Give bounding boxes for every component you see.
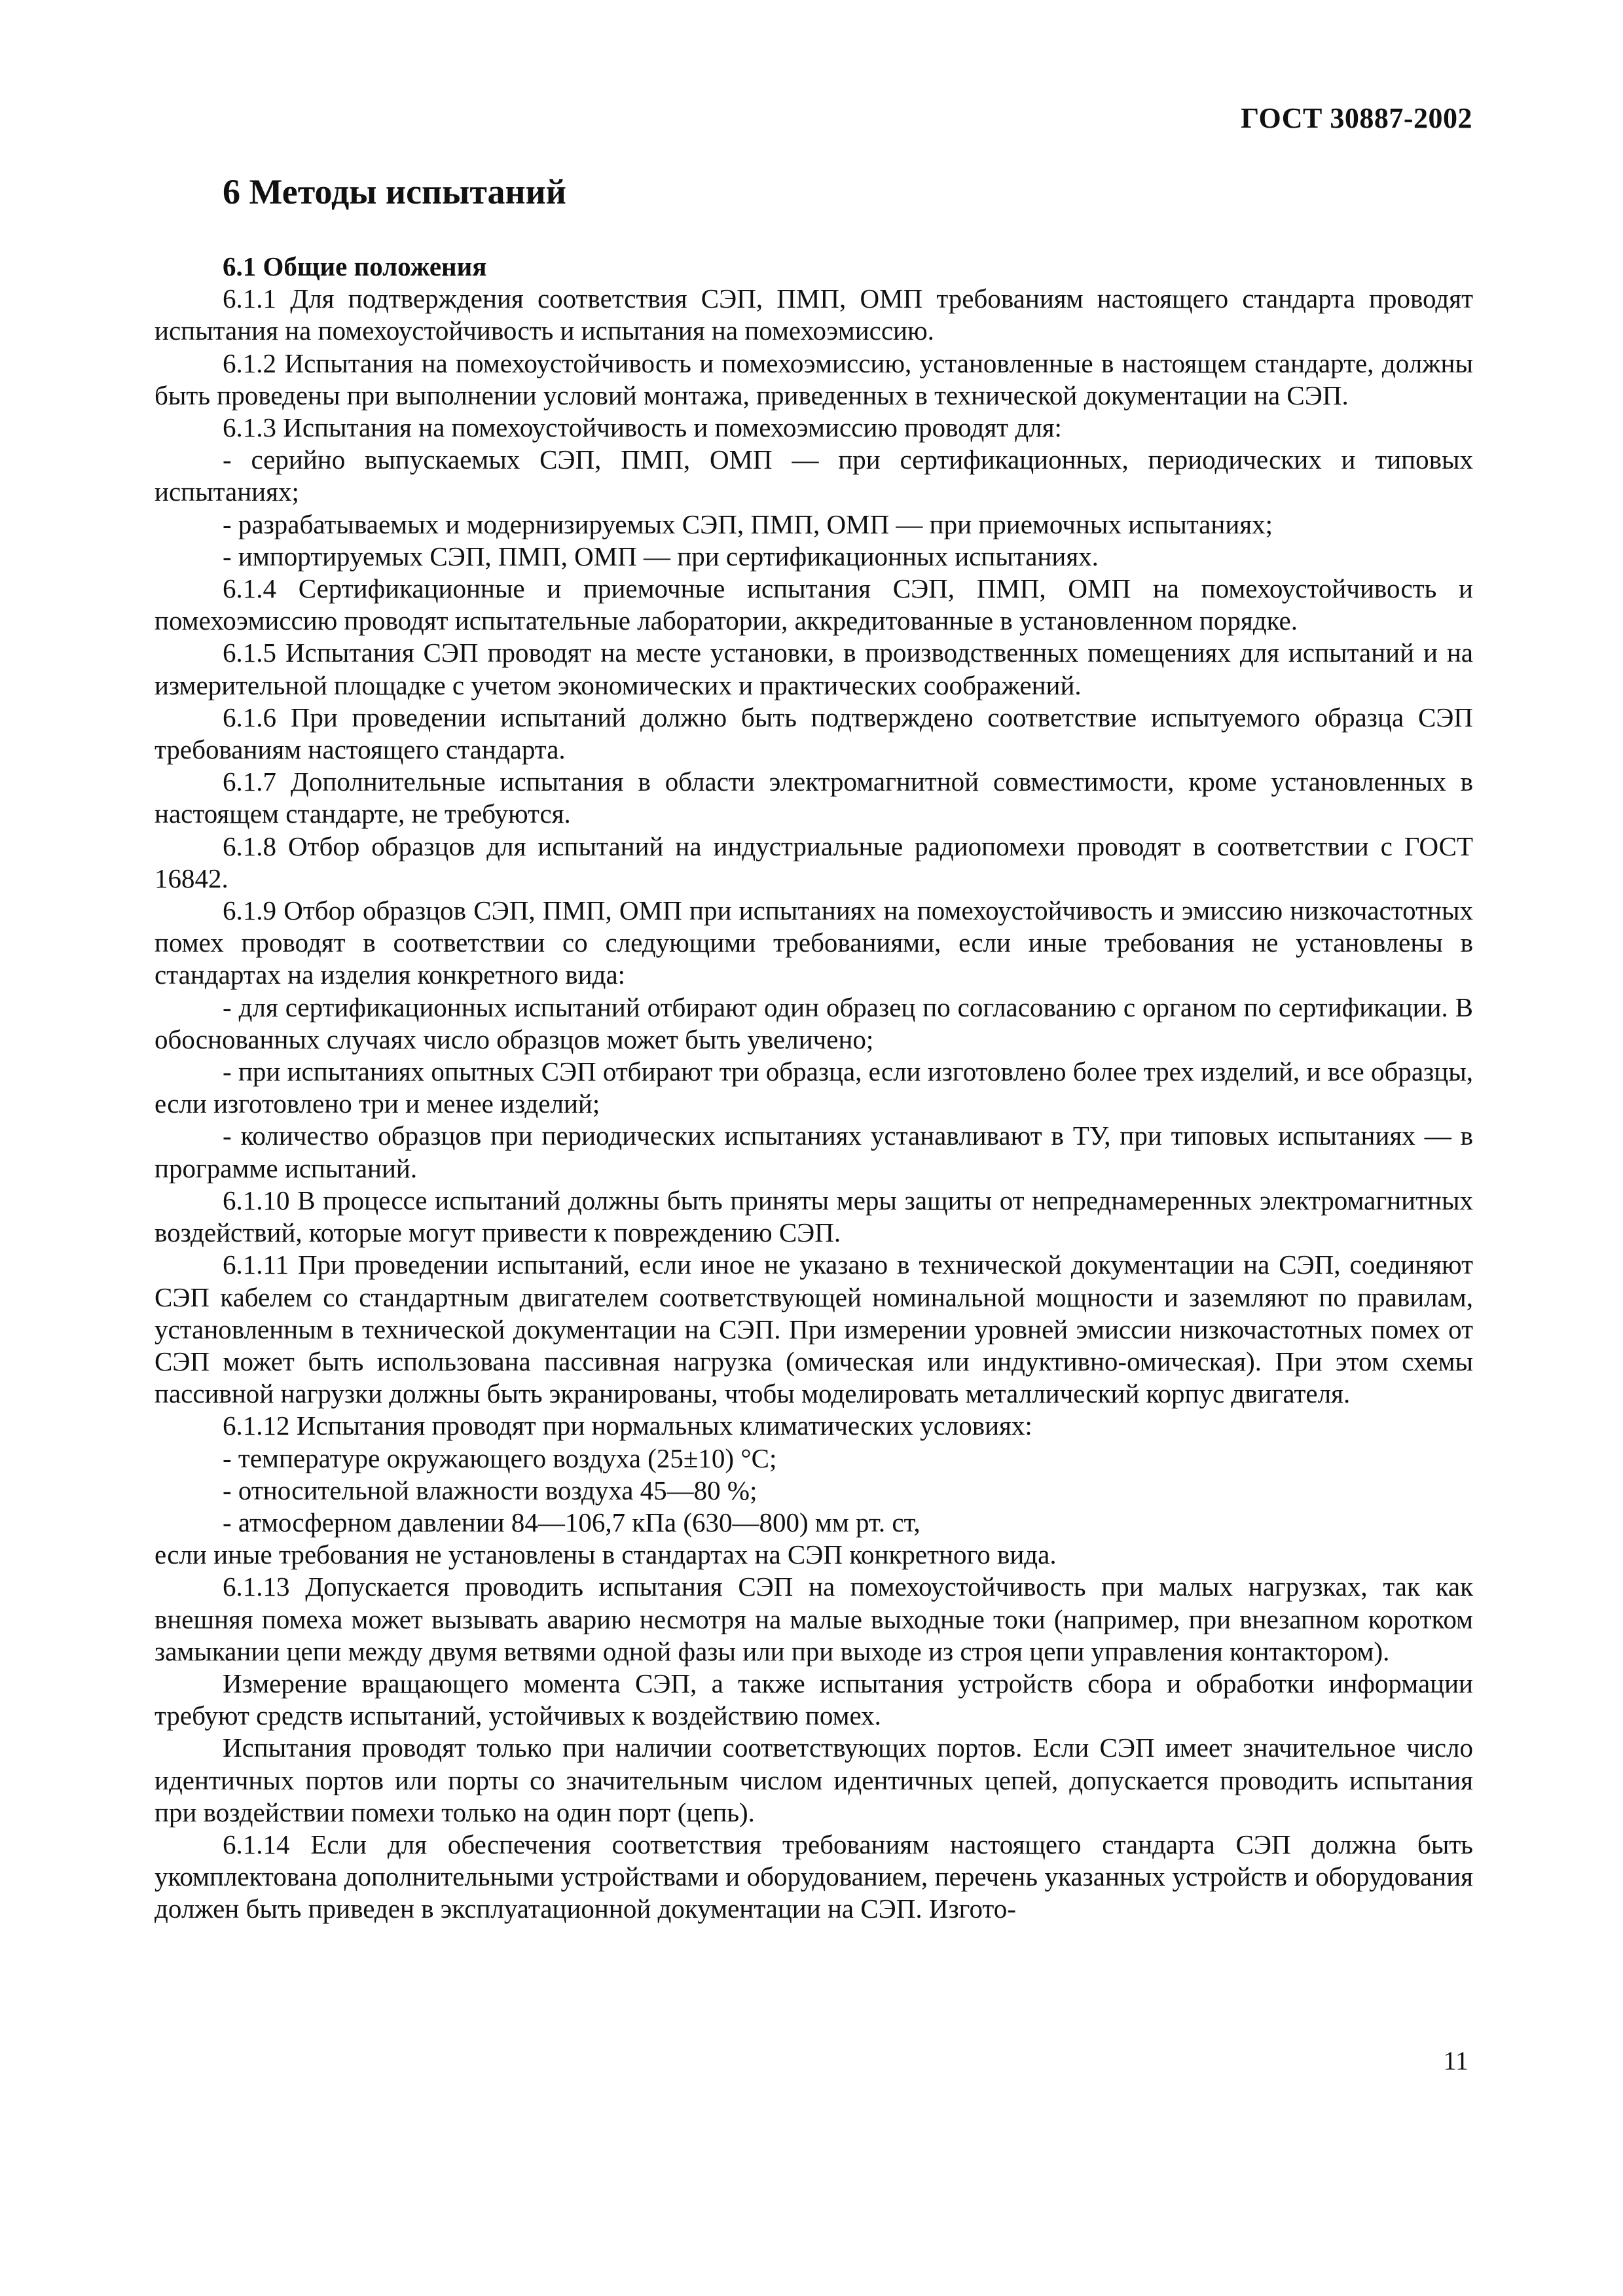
subsection-title: 6.1 Общие положения bbox=[223, 251, 487, 281]
paragraph-6-1-11: 6.1.11 При проведении испытаний, если иное не указано в технической документации на СЭП, соединяют СЭП кабелем со стандартным двигателем соответствующей номинальной мощности и заземляют по правилам, установленным в технической документации на СЭП. При измерении уровней эмиссии низкочастотных помех от СЭП может быть использована пассивная нагрузка (омическая или индуктивно-омическая). При этом схемы пассивной нагрузки должны быть экранированы, чтобы моделировать металлический корпус двигателя. bbox=[155, 1249, 1473, 1409]
paragraph-6-1-7: 6.1.7 Дополнительные испытания в области электромагнитной совместимости, кроме установленных в настоящем стандарте, не требуются. bbox=[155, 766, 1473, 829]
list-item: - количество образцов при периодических испытаниях устанавливают в ТУ, при типовых испытаниях — в программе испытаний. bbox=[155, 1121, 1473, 1183]
paragraph: Измерение вращающего момента СЭП, а также испытания устройств сбора и обработки информации требуют средств испытаний, устойчивых к воздействию помех. bbox=[155, 1668, 1473, 1731]
paragraph-6-1-6: 6.1.6 При проведении испытаний должно быть подтверждено соответствие испытуемого образца СЭП требованиям настоящего стандарта. bbox=[155, 702, 1473, 765]
paragraph-continuation: если иные требования не установлены в стандартах на СЭП конкретного вида. bbox=[155, 1539, 1057, 1570]
paragraph-6-1-13: 6.1.13 Допускается проводить испытания СЭП на помехоустойчивость при малых нагрузках, так как внешняя помеха может вызывать аварию несмотря на малые выходные токи (например, при внезапном коротком замыкании цепи между двумя ветвями одной фазы или при выходе из строя цепи управления контактором). bbox=[155, 1571, 1473, 1666]
paragraph-6-1-3: 6.1.3 Испытания на помехоустойчивость и помехоэмиссию проводят для: bbox=[223, 412, 1062, 443]
paragraph-6-1-1: 6.1.1 Для подтверждения соответствия СЭП, ПМП, ОМП требованиям настоящего стандарта проводят испытания на помехоустойчивость и испытания на помехоэмиссию. bbox=[155, 283, 1473, 346]
paragraph-6-1-4: 6.1.4 Сертификационные и приемочные испытания СЭП, ПМП, ОМП на помехоустойчивость и помехоэмиссию проводят испытательные лаборатории, аккредитованные в установленном порядке. bbox=[155, 573, 1473, 636]
document-code-header: ГОСТ 30887-2002 bbox=[1241, 102, 1472, 134]
section-title: 6 Методы испытаний bbox=[223, 172, 566, 211]
list-item: - температуре окружающего воздуха (25±10) °С; bbox=[223, 1443, 777, 1473]
list-item: - атмосферном давлении 84—106,7 кПа (630—800) мм рт. ст, bbox=[223, 1507, 921, 1537]
paragraph-6-1-8: 6.1.8 Отбор образцов для испытаний на индустриальные радиопомехи проводят в соответствии с ГОСТ 16842. bbox=[155, 831, 1473, 893]
page-number: 11 bbox=[1443, 2046, 1468, 2075]
paragraph-6-1-10: 6.1.10 В процессе испытаний должны быть приняты меры защиты от непреднамеренных электромагнитных воздействий, которые могут привести к повреждению СЭП. bbox=[155, 1185, 1473, 1248]
list-item: - при испытаниях опытных СЭП отбирают три образца, если изготовлено более трех изделий, и все образцы, если изготовлено три и менее изделий; bbox=[155, 1056, 1473, 1119]
paragraph: Испытания проводят только при наличии соответствующих портов. Если СЭП имеет значительное число идентичных портов или порты со значительным числом идентичных цепей, допускается проводить испытания при воздействии помехи только на один порт (цепь). bbox=[155, 1732, 1473, 1827]
body-text bbox=[155, 251, 1473, 1926]
paragraph-6-1-5: 6.1.5 Испытания СЭП проводят на месте установки, в производственных помещениях для испытаний и на измерительной площадке с учетом экономических и практических соображений. bbox=[155, 637, 1473, 700]
paragraph-6-1-12: 6.1.12 Испытания проводят при нормальных климатических условиях: bbox=[223, 1410, 1032, 1441]
paragraph-6-1-9: 6.1.9 Отбор образцов СЭП, ПМП, ОМП при испытаниях на помехоустойчивость и эмиссию низкочастотных помех проводят в соответствии со следующими требованиями, если иные требования не установлены в стандартах на изделия конкретного вида: bbox=[155, 895, 1473, 990]
list-item: - импортируемых СЭП, ПМП, ОМП — при сертификационных испытаниях. bbox=[223, 541, 1099, 571]
list-item: - относительной влажности воздуха 45—80 %; bbox=[223, 1475, 757, 1505]
list-item: - разрабатываемых и модернизируемых СЭП, ПМП, ОМП — при приемочных испытаниях; bbox=[223, 509, 1273, 539]
paragraph-6-1-14: 6.1.14 Если для обеспечения соответствия требованиям настоящего стандарта СЭП должна быть укомплектована дополнительными устройствами и оборудованием, перечень указанных устройств и оборудования должен быть приведен в эксплуатационной документации на СЭП. Изгото- bbox=[155, 1829, 1473, 1924]
list-item: - серийно выпускаемых СЭП, ПМП, ОМП — при сертификационных, периодических и типовых испытаниях; bbox=[155, 444, 1473, 507]
paragraph-6-1-2: 6.1.2 Испытания на помехоустойчивость и помехоэмиссию, установленные в настоящем стандарте, должны быть проведены при выполнении условий монтажа, приведенных в технической документации на СЭП. bbox=[155, 348, 1473, 410]
list-item: - для сертификационных испытаний отбирают один образец по согласованию с органом по сертификации. В обоснованных случаях число образцов может быть увеличено; bbox=[155, 992, 1473, 1054]
